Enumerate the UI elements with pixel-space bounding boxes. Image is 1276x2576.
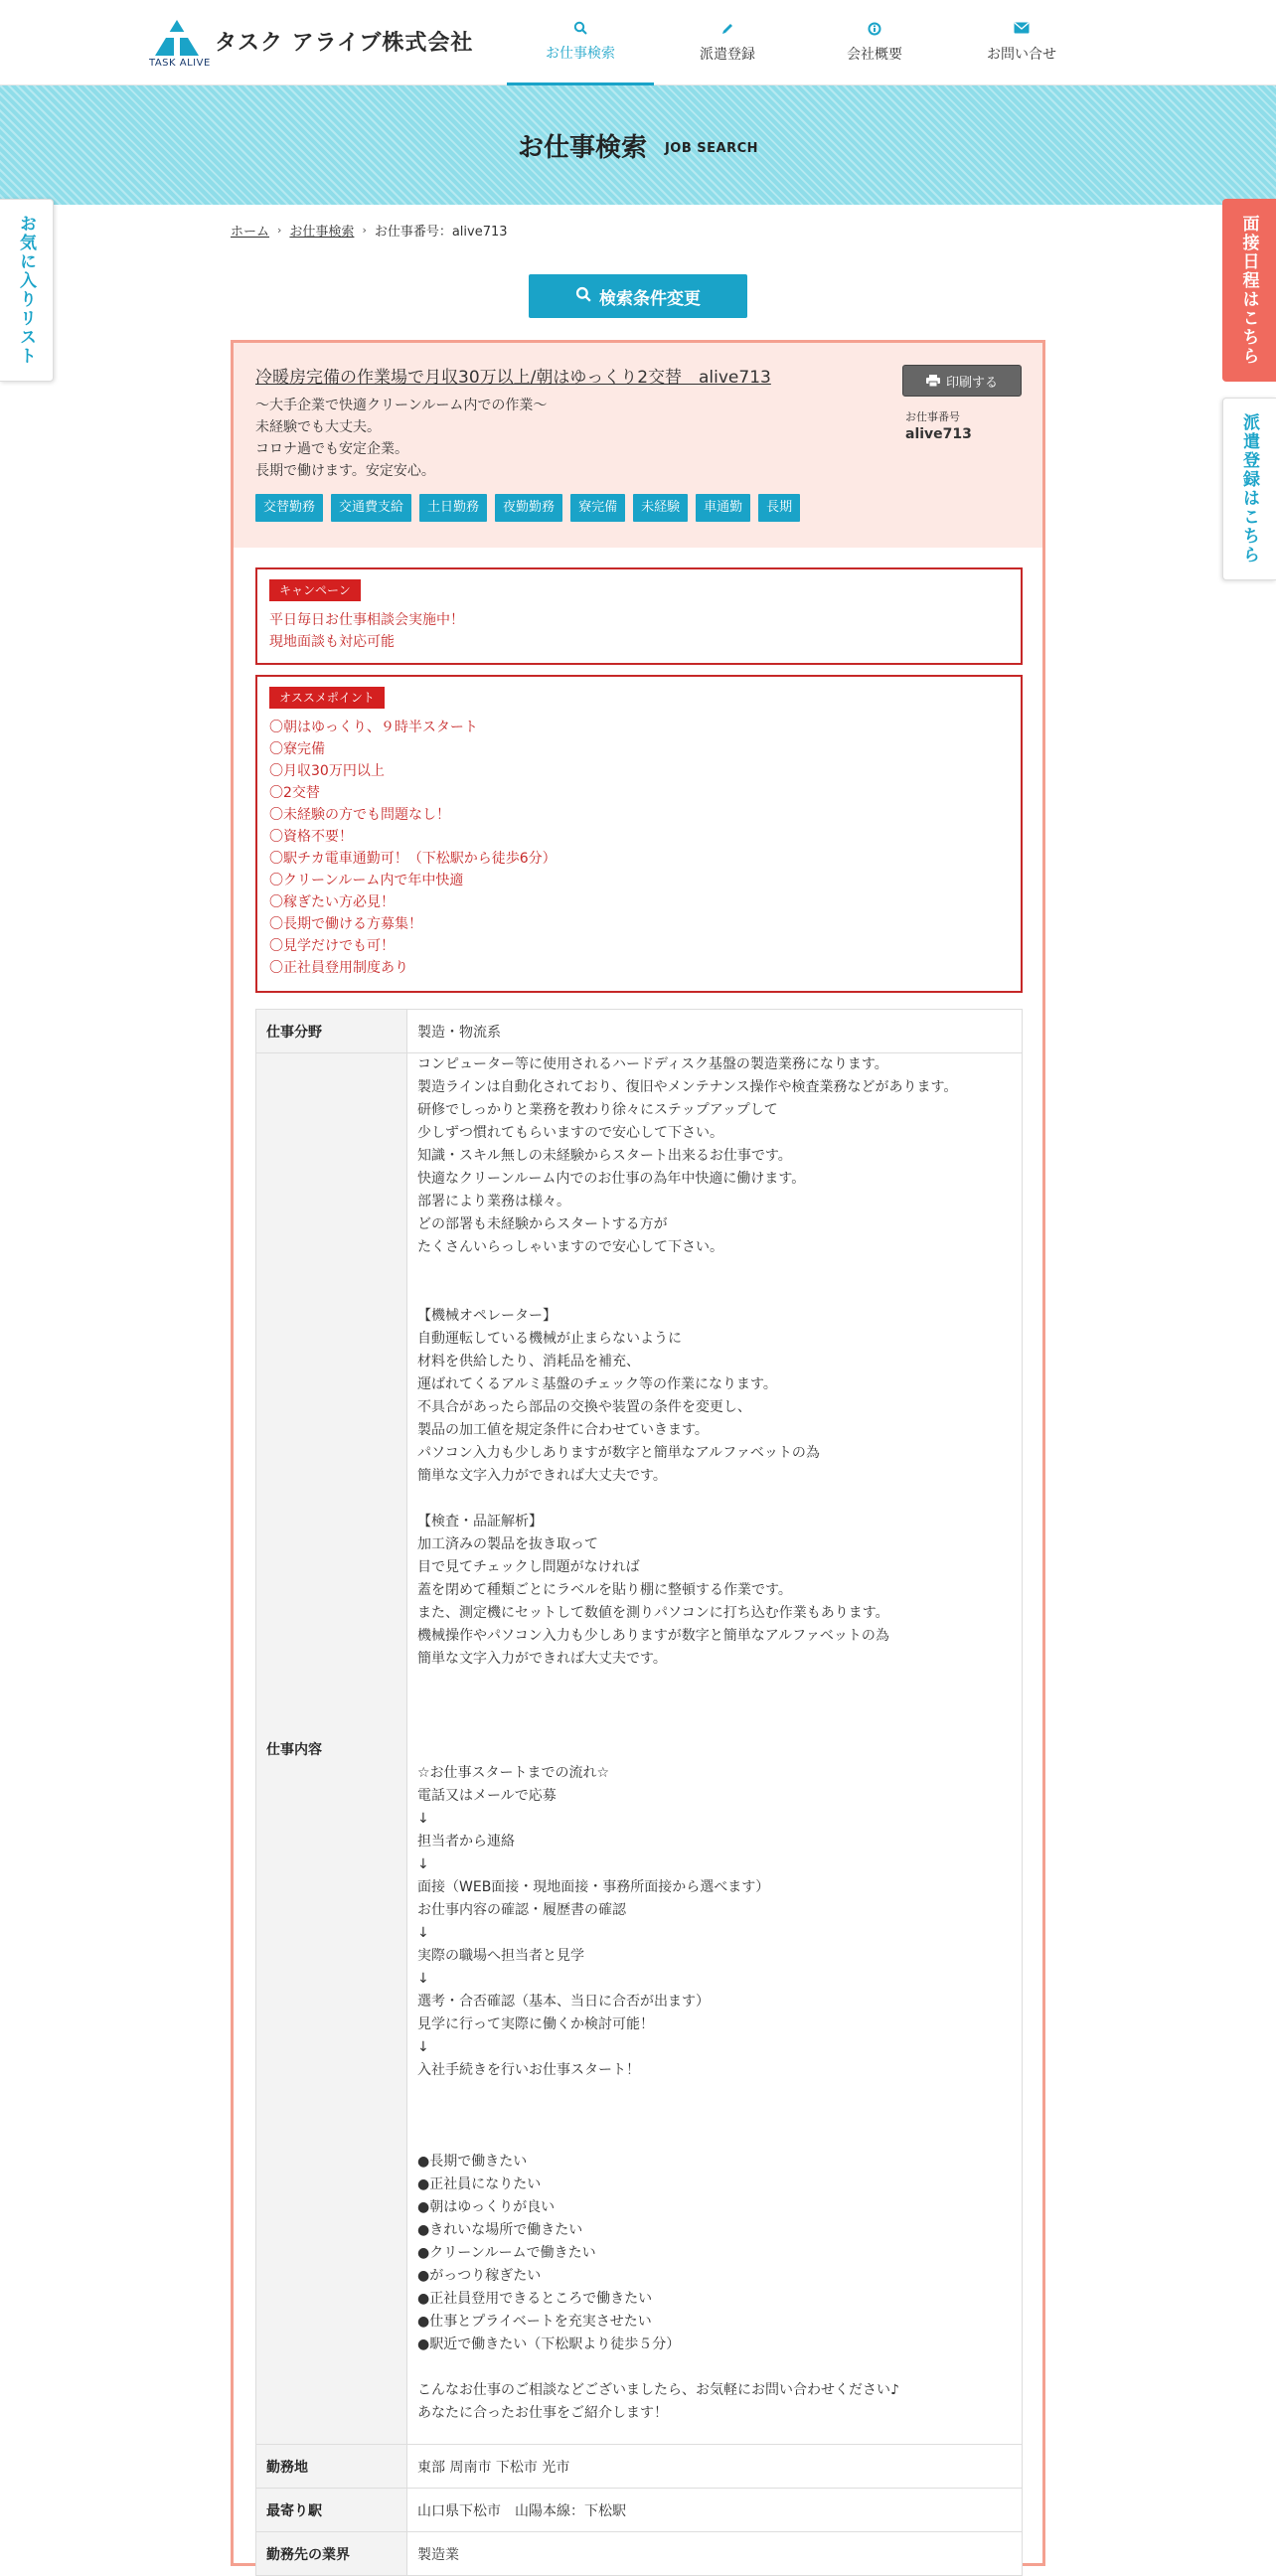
- category-label: 仕事分野: [256, 1010, 407, 1053]
- job-card: [231, 340, 1045, 2566]
- logo-sub-text: TASK ALIVE: [149, 58, 211, 69]
- recommend-point: 〇クリーンルーム内で年中快適: [269, 873, 464, 888]
- search-icon: [573, 21, 587, 37]
- table-row: [256, 1053, 1023, 2445]
- job-number-value: alive713: [905, 426, 972, 442]
- content-value: コンピューター等に使用されるハードディスク基盤の製造業務になります。 製造ラインは自動化されており、復旧やメンテナンス操作や検査業務などがあります。 研修でしっかりと業務を教わり徐々にステップアップして 少しずつ慣れてもらいますので安心して下さい。 知識・スキル無しの未経験からスタート出来るお仕事です。 快適なクリーンルーム内でのお仕事の為年中快適に働けます。 部署により業務は様々。 どの部署も未経験からスタートする方が たくさんいらっしゃいますので安心して下さい。 【機械オペレーター】 自動運転している機械が止まらないように 材料を供給したり、消耗品を補充、 運ばれてくるアルミ基盤のチェック等の作業になります。 不具合があったら部品の交換や装置の条件を変更し、 製品の加工値を規定条件に合わせていきます。 パソコン入力も少しありますが数字と簡単なアルファベットの為 簡単な文字入力ができれば大丈夫です。 【検査・品証解析】 加工済みの製品を抜き取って 目で見てチェックし問題がなければ 蓋を閉めて種類ごとにラベルを貼り棚に整頓する作業です。 また、測定機にセットして数値を測りパソコンに打ち込む作業もあります。 機械操作やパソコン入力も少しありますが数字と簡単なアルファベットの為 簡単な文字入力ができれば大丈夫です。 ☆お仕事スタートまでの流れ☆ 電話又はメールで応募 ↓ 担当者から連絡 ↓ 面接（WEB面接・現地面接・事務所面接から選べます） お仕事内容の確認・履歴書の確認 ↓ 実際の職場へ担当者と見学 ↓ 選考・合否確認（基本、当日に合否が出ます） 見学に行って実際に働くか検討可能！ ↓ 入社手続きを行いお仕事スタート！ ●長期で働きたい ●正社員になりたい ●朝はゆっくりが良い ●きれいな場所で働きたい ●クリーンルームで働きたい ●がっつり稼ぎたい ●正社員登用できるところで働きたい ●仕事とプライベートを充実させたい ●駅近で働きたい（下松駅より徒歩５分） こんなお仕事のご相談などございましたら、お気軽にお問い合わせください♪ あなたに合ったお仕事をご紹介します！: [407, 1053, 1023, 2445]
- campaign-line: 平日毎日お仕事相談会実施中！: [269, 612, 464, 628]
- breadcrumb-search[interactable]: お仕事検索: [289, 225, 355, 240]
- info-icon: [868, 22, 881, 38]
- main-nav: [507, 0, 1095, 85]
- recommend-point: 〇見学だけでも可！: [269, 938, 395, 954]
- job-tag: 夜勤勤務: [495, 494, 562, 522]
- page-subtitle: JOB SEARCH: [664, 140, 759, 156]
- mail-icon: [1014, 22, 1030, 38]
- change-search-button[interactable]: [529, 274, 747, 318]
- print-button[interactable]: [902, 365, 1022, 397]
- job-summary-line: 未経験でも大丈夫。: [255, 419, 381, 435]
- content-label: 仕事内容: [256, 1053, 407, 2445]
- location-value: 東部 周南市 下松市 光市: [407, 2445, 1023, 2489]
- print-label: 印刷する: [945, 375, 998, 391]
- interview-label: 面接日程はこちら: [1238, 215, 1259, 366]
- job-tag: 交替勤務: [255, 494, 323, 522]
- location-label: 勤務地: [256, 2445, 407, 2489]
- industry-label: 勤務先の業界: [256, 2532, 407, 2576]
- registration-label: 派遣登録はこちら: [1239, 413, 1259, 564]
- job-tag: 土日勤務: [419, 494, 487, 522]
- recommend-point: 〇2交替: [269, 785, 320, 801]
- job-card-header: [234, 343, 1042, 548]
- job-summary-line: ～大手企業で快適クリーンルーム内での作業～: [255, 398, 548, 413]
- recommend-point: 〇資格不要！: [269, 829, 353, 845]
- campaign-line: 現地面談も対応可能: [269, 634, 395, 650]
- job-summary-line: 長期で働けます。安定安心。: [255, 463, 435, 479]
- recommend-point: 〇稼ぎたい方必見！: [269, 894, 395, 910]
- recommend-points-box: [255, 675, 1023, 993]
- recommend-point: 〇寮完備: [269, 741, 325, 757]
- industry-value: 製造業: [407, 2532, 1023, 2576]
- recommend-point: 〇未経験の方でも問題なし！: [269, 807, 450, 823]
- recommend-point: 〇朝はゆっくり、９時半スタート: [269, 720, 478, 735]
- breadcrumb: [231, 221, 508, 240]
- nav-item-registration[interactable]: [654, 0, 801, 85]
- search-icon: [575, 286, 591, 307]
- table-row: [256, 2532, 1023, 2576]
- company-logo[interactable]: [149, 18, 474, 70]
- recommend-point: 〇正社員登用制度あり: [269, 960, 408, 976]
- nav-item-contact[interactable]: [948, 0, 1095, 85]
- page-title: お仕事検索: [517, 132, 647, 163]
- table-row: [256, 1010, 1023, 1053]
- job-details-table: [255, 1009, 1023, 2576]
- station-label: 最寄り駅: [256, 2489, 407, 2532]
- job-tag: 車通勤: [696, 494, 750, 522]
- breadcrumb-home[interactable]: ホーム: [231, 225, 270, 240]
- printer-icon: [926, 375, 940, 387]
- job-number-label: お仕事番号: [905, 410, 960, 423]
- page-hero: [0, 85, 1276, 205]
- site-header: [0, 0, 1276, 85]
- favorites-label: お気に入りリスト: [16, 215, 36, 366]
- nav-label: お問い合せ: [987, 47, 1056, 63]
- campaign-box: [255, 567, 1023, 665]
- job-summary: [255, 395, 547, 482]
- interview-schedule-tab[interactable]: [1222, 199, 1276, 382]
- table-row: [256, 2445, 1023, 2489]
- chevron-right-icon: ›: [362, 224, 367, 237]
- recommend-points-list: [269, 717, 557, 979]
- recommend-point: 〇駅チカ電車通勤可！（下松駅から徒歩6分）: [269, 851, 557, 867]
- chevron-right-icon: ›: [277, 224, 282, 237]
- recommend-point: 〇月収30万円以上: [269, 763, 385, 779]
- category-value: 製造・物流系: [407, 1010, 1023, 1053]
- campaign-text: [269, 609, 464, 653]
- registration-tab[interactable]: [1222, 398, 1276, 580]
- campaign-badge: キャンペーン: [269, 579, 361, 601]
- job-tags: [255, 494, 808, 522]
- job-title-link[interactable]: 冷暖房完備の作業場で月収30万以上/朝はゆっくり2交替 alive713: [255, 368, 771, 388]
- nav-label: 派遣登録: [700, 47, 755, 63]
- logo-text: タスク アライブ株式会社: [215, 31, 474, 56]
- nav-label: お仕事検索: [546, 45, 615, 62]
- job-summary-line: コロナ過でも安定企業。: [255, 441, 408, 457]
- nav-item-company[interactable]: [801, 0, 948, 85]
- change-search-label: 検索条件変更: [599, 288, 701, 309]
- breadcrumb-current: お仕事番号：alive713: [374, 225, 508, 240]
- station-value: 山口県下松市 山陽本線：下松駅: [407, 2489, 1023, 2532]
- job-tag: 未経験: [633, 494, 688, 522]
- job-tag: 長期: [758, 494, 800, 522]
- pencil-icon: [720, 22, 734, 38]
- nav-item-job-search[interactable]: [507, 0, 654, 85]
- job-tag: 交通費支給: [331, 494, 411, 522]
- logo-mark-icon: [153, 18, 201, 58]
- table-row: [256, 2489, 1023, 2532]
- nav-label: 会社概要: [847, 47, 902, 63]
- recommend-point: 〇長期で働ける方募集！: [269, 916, 422, 932]
- favorites-list-tab[interactable]: [0, 199, 54, 382]
- job-tag: 寮完備: [570, 494, 625, 522]
- recommend-badge: オススメポイント: [269, 687, 385, 709]
